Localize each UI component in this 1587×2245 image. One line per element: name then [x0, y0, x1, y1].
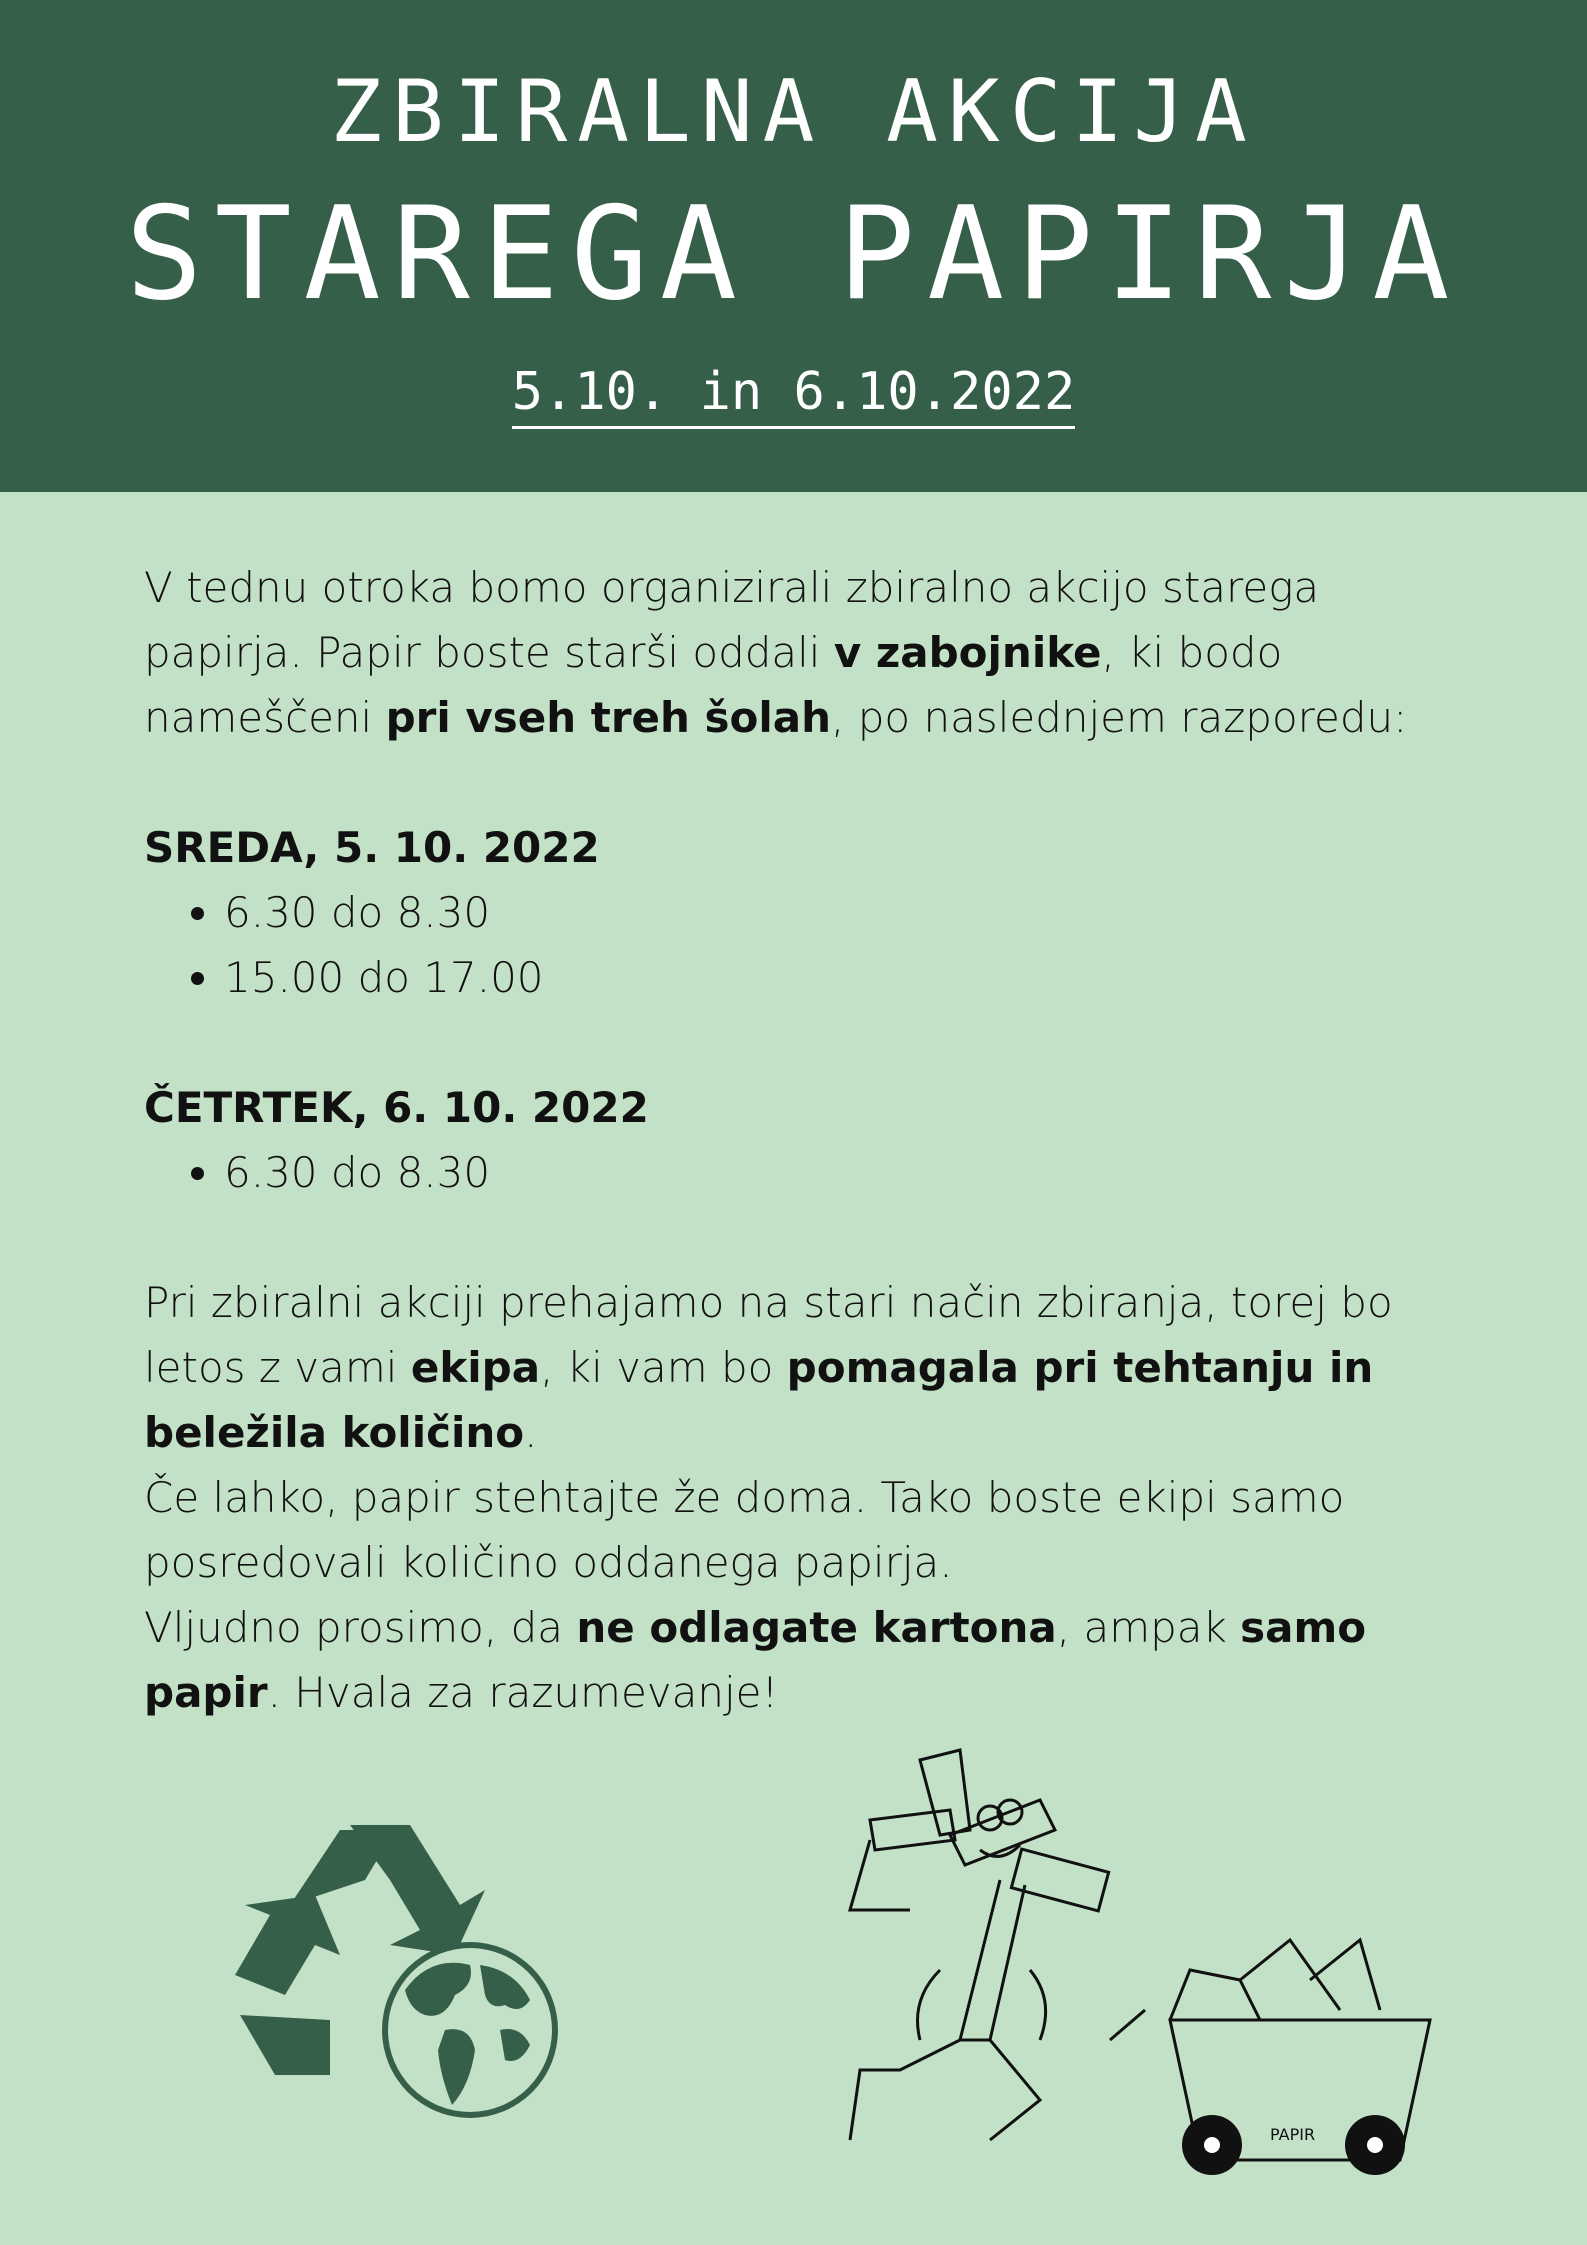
time-list — [144, 880, 1444, 1010]
schedule-day-1 — [144, 815, 1444, 1010]
intro-paragraph: V tednu otroka bomo organizirali zbiralno akcijo starega papirja. Papir boste starši oddali v zabojnike, ki bodo nameščeni pri vseh treh šolah, po naslednjem razporedu: — [144, 563, 1408, 742]
title-line-1: ZBIRALNA AKCIJA — [330, 62, 1257, 162]
time-slot: • 15.00 do 17.00 — [224, 945, 1444, 1010]
recycle-globe-icon — [230, 1805, 570, 2125]
request-paragraph: Vljudno prosimo, da ne odlagate kartona, ampak samo papir. Hvala za razumevanje! — [144, 1603, 1367, 1717]
event-dates-text: 5.10. in 6.10.2022 — [512, 362, 1076, 429]
time-slot: • 6.30 do 8.30 — [224, 1140, 1444, 1205]
bin-label: PAPIR — [1270, 2125, 1316, 2144]
title-line-2: STAREGA PAPIRJA — [125, 180, 1462, 329]
time-list — [144, 1140, 1444, 1205]
schedule-day-2 — [144, 1075, 1444, 1205]
day-heading: ČETRTEK, 6. 10. 2022 — [144, 1083, 649, 1132]
event-dates — [0, 362, 1587, 422]
day-heading: SREDA, 5. 10. 2022 — [144, 823, 600, 872]
info-paragraph: Pri zbiralni akciji prehajamo na stari način zbiranja, torej bo letos z vami ekipa, ki vam bo pomagala pri tehtanju in beležila količino. — [144, 1278, 1393, 1457]
weigh-paragraph: Če lahko, papir stehtajte že doma. Tako boste ekipi samo posredovali količino oddanega papirja. — [144, 1473, 1345, 1587]
time-slot: • 6.30 do 8.30 — [224, 880, 1444, 945]
mascot-paper-bin-illustration — [840, 1740, 1470, 2210]
header-banner — [0, 0, 1587, 492]
main-content — [144, 555, 1444, 1725]
